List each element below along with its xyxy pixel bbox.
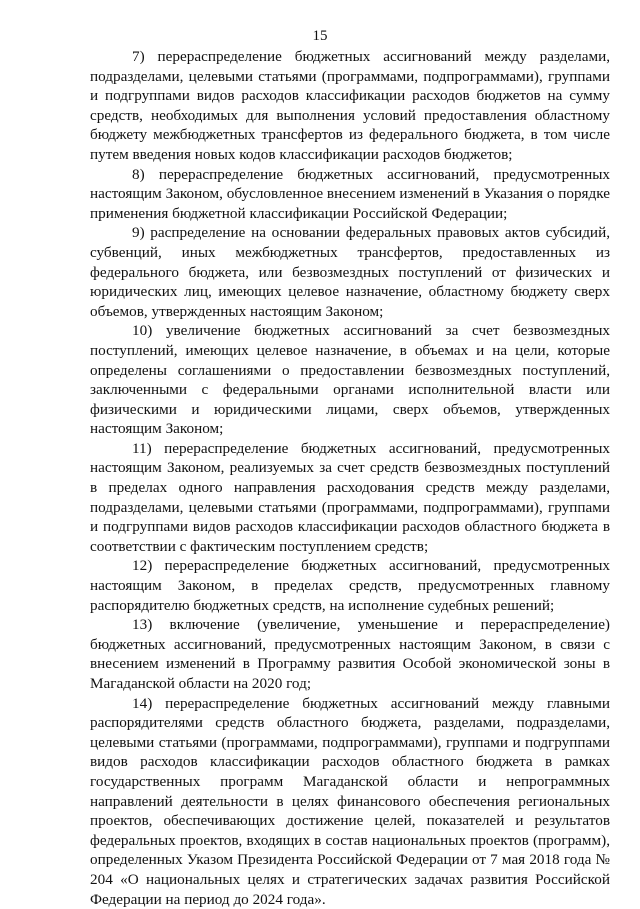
paragraph-item-9: 9) распределение на основании федеральных правовых актов субсидий, субвенций, иных межбюджетных трансфертов, предоставленных из федерального бюджета, или безвозмездных поступлений от физических и юридических лиц, имеющих целевое назначение, областному бюджету сверх объемов, утвержденных настоящим Законом; bbox=[90, 224, 610, 320]
page-number: 15 bbox=[312, 28, 328, 44]
paragraph-item-10: 10) увеличение бюджетных ассигнований за счет безвозмездных поступлений, имеющих целевое назначение, в объемах и на цели, которые определены соглашениями о предоставлении безвозмездных поступлений, заключенными с федеральными органами исполнительной власти или физическими и юридическими лицами, сверх объемов, утвержденных настоящим Законом; bbox=[90, 322, 610, 438]
paragraph-item-8: 8) перераспределение бюджетных ассигнований, предусмотренных настоящим Законом, обусловленное внесением изменений в Указания о порядке применения бюджетной классификации Российской Федерации; bbox=[90, 165, 610, 222]
paragraph-item-7: 7) перераспределение бюджетных ассигнований между разделами, подразделами, целевыми статьями (программами, подпрограммами), группами и подгруппами видов расходов классификации расходов бюджетов на сумму средств, необходимых для выполнения условий предоставления областному бюджету межбюджетных трансфертов из федерального бюджета, в том числе путем введения новых кодов классификации расходов бюджетов; bbox=[90, 48, 610, 163]
document-body bbox=[90, 47, 610, 909]
paragraph-item-11: 11) перераспределение бюджетных ассигнований, предусмотренных настоящим Законом, реализуемых за счет средств безвозмездных поступлений в пределах одного направления расходования средств между разделами, подразделами, целевыми статьями (программами, подпрограммами), группами и подгруппами видов расходов классификации расходов областного бюджета в соответствии с фактическим поступлением средств; bbox=[90, 439, 610, 555]
paragraph-item-14: 14) перераспределение бюджетных ассигнований между главными распорядителями средств областного бюджета, разделами, подразделами, целевыми статьями (программами, подпрограммами), группами и подгруппами видов расходов классификации расходов областного бюджета в рамках государственных программ Магаданской области и непрограммных направлений деятельности в целях финансового обеспечения региональных проектов, обеспечивающих достижение целей, показателей и результатов федеральных проектов, входящих в состав национальных проектов (программ), определенных Указом Президента Российской Федерации от 7 мая 2018 года № 204 «О национальных целях и стратегических задачах развития Российской Федерации на период до 2024 года». bbox=[90, 694, 610, 908]
paragraph-item-13: 13) включение (увеличение, уменьшение и перераспределение) бюджетных ассигнований, предусмотренных настоящим Законом, в связи с внесением изменений в Программу развития Особой экономической зоны в Магаданской области на 2020 год; bbox=[90, 616, 610, 692]
paragraph-item-12: 12) перераспределение бюджетных ассигнований, предусмотренных настоящим Законом, в пределах средств, предусмотренных главному распорядителю бюджетных средств, на исполнение судебных решений; bbox=[90, 557, 610, 614]
